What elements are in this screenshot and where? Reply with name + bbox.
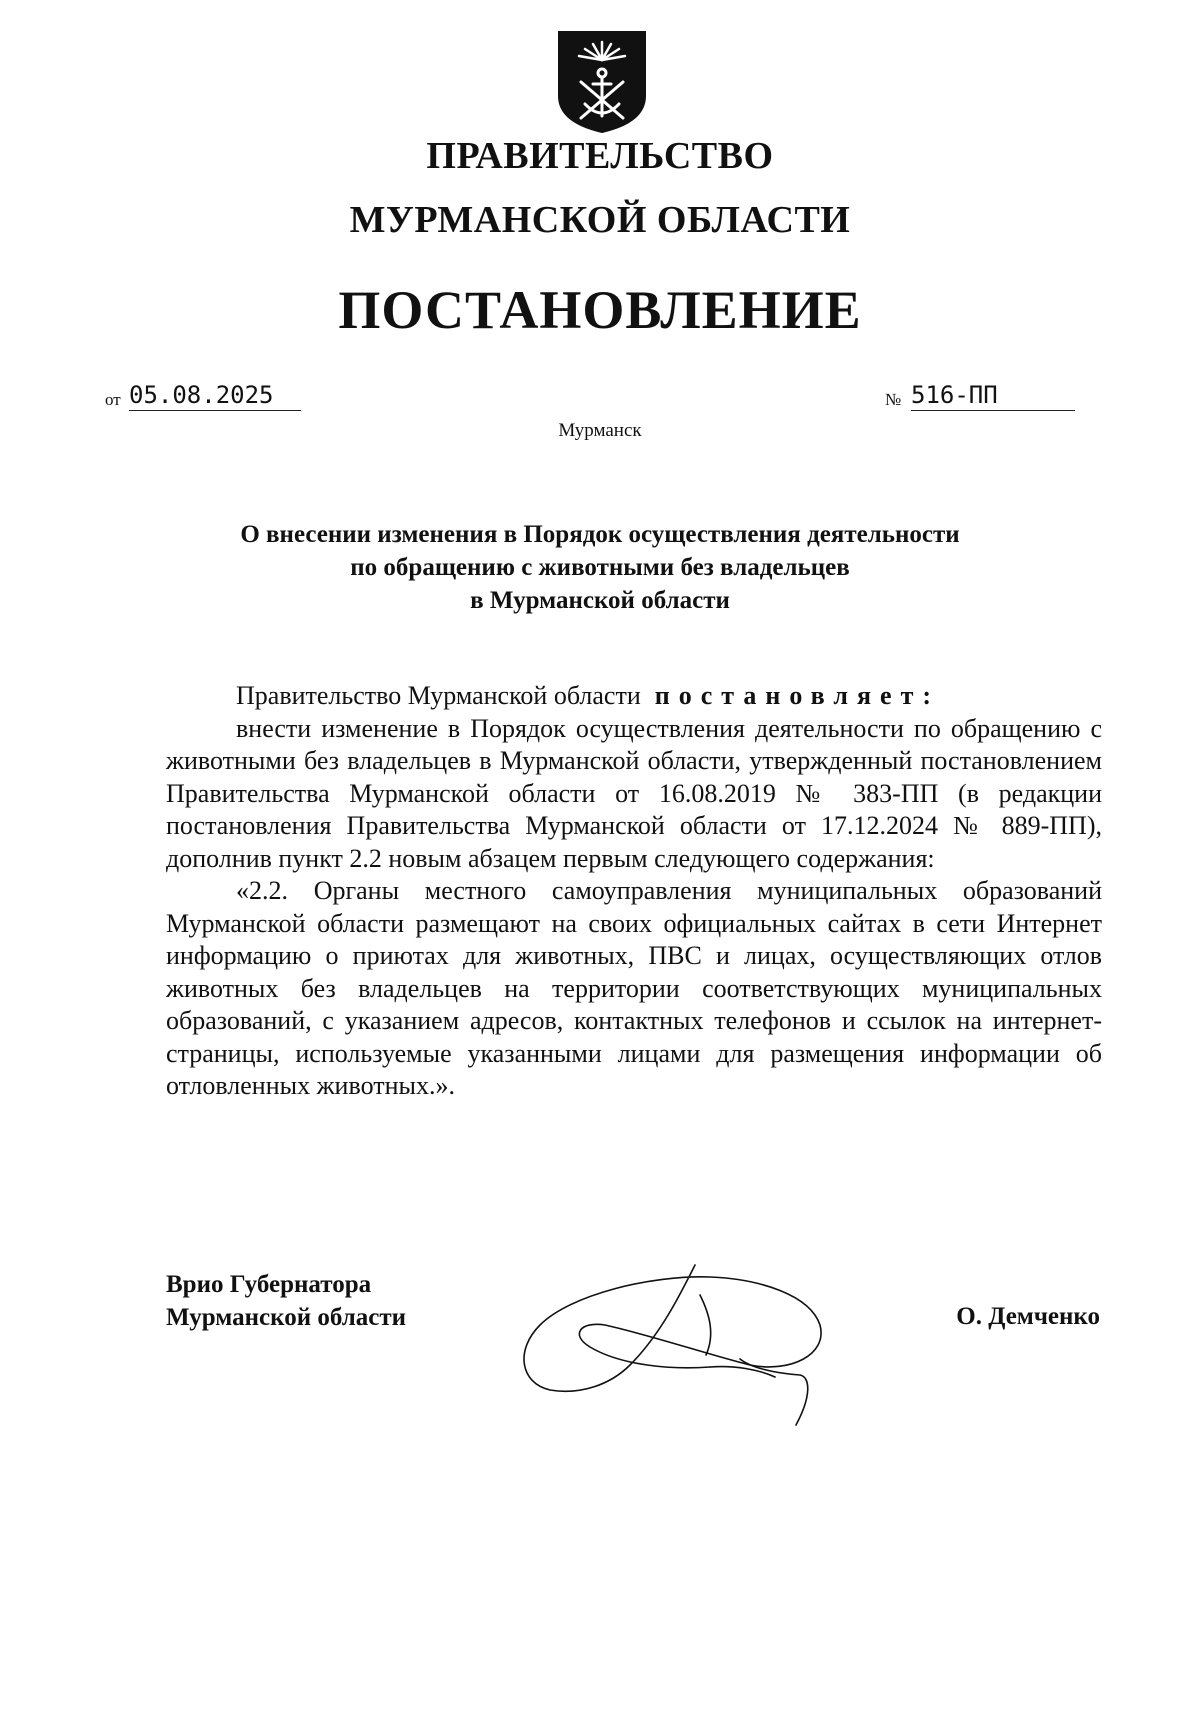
body-paragraph-2: «2.2. Органы местного самоуправления муниципальных образований Мурманской области размещают на своих официальных сайтах в сети Интернет информацию о приютах для животных, ПВС и лицах, осуществляющих отлов животных без владельцев на территории соответствующих муниципальных образований, с указанием адресов, контактных телефонов и ссылок на интернет-страницы, используемые указанными лицами для размещения информации об отловленных животных.». [166, 876, 1102, 1100]
city-name: Мурманск [558, 420, 642, 441]
body-intro [166, 680, 1102, 713]
subject-line3: в Мурманской области [470, 587, 730, 614]
document-date: 05.08.2025 [129, 380, 301, 411]
government-title-line2: МУРМАНСКОЙ ОБЛАСТИ [349, 199, 851, 241]
date-prefix: от [105, 390, 121, 409]
subject-line2: по обращению с животными без владельцев [350, 554, 850, 581]
government-title-line1: ПРАВИТЕЛЬСТВО [426, 135, 774, 177]
number-prefix: № [885, 390, 902, 409]
signer-position-line2: Мурманской области [166, 1304, 407, 1331]
document-type-title: ПОСТАНОВЛЕНИЕ [338, 280, 862, 340]
document-subject [0, 518, 1200, 617]
intro-text: Правительство Мурманской области [236, 681, 641, 710]
subject-line1: О внесении изменения в Порядок осуществления деятельности [240, 521, 960, 548]
handwritten-signature-icon [510, 1255, 850, 1435]
coat-of-arms-icon [557, 30, 647, 134]
document-number: 516-ПП [911, 380, 1075, 411]
document-body [166, 680, 1102, 1103]
signer-name: О. Демченко [956, 1303, 1100, 1330]
body-paragraph-1: внести изменение в Порядок осуществления деятельности по обращению с животными без владельцев в Мурманской области, утвержденный постановлением Правительства Мурманской области от 16.08.2019 № 383-ПП (в редакции постановления Правительства Мурманской области от 17.12.2024 № 889-ПП), дополнив пункт 2.2 новым абзацем первым следующего содержания: [166, 713, 1102, 873]
signer-position [166, 1268, 406, 1334]
signer-position-line1: Врио Губернатора [166, 1271, 372, 1298]
resolves-word: постановляет: [654, 681, 940, 710]
date-number-row [105, 380, 1075, 414]
